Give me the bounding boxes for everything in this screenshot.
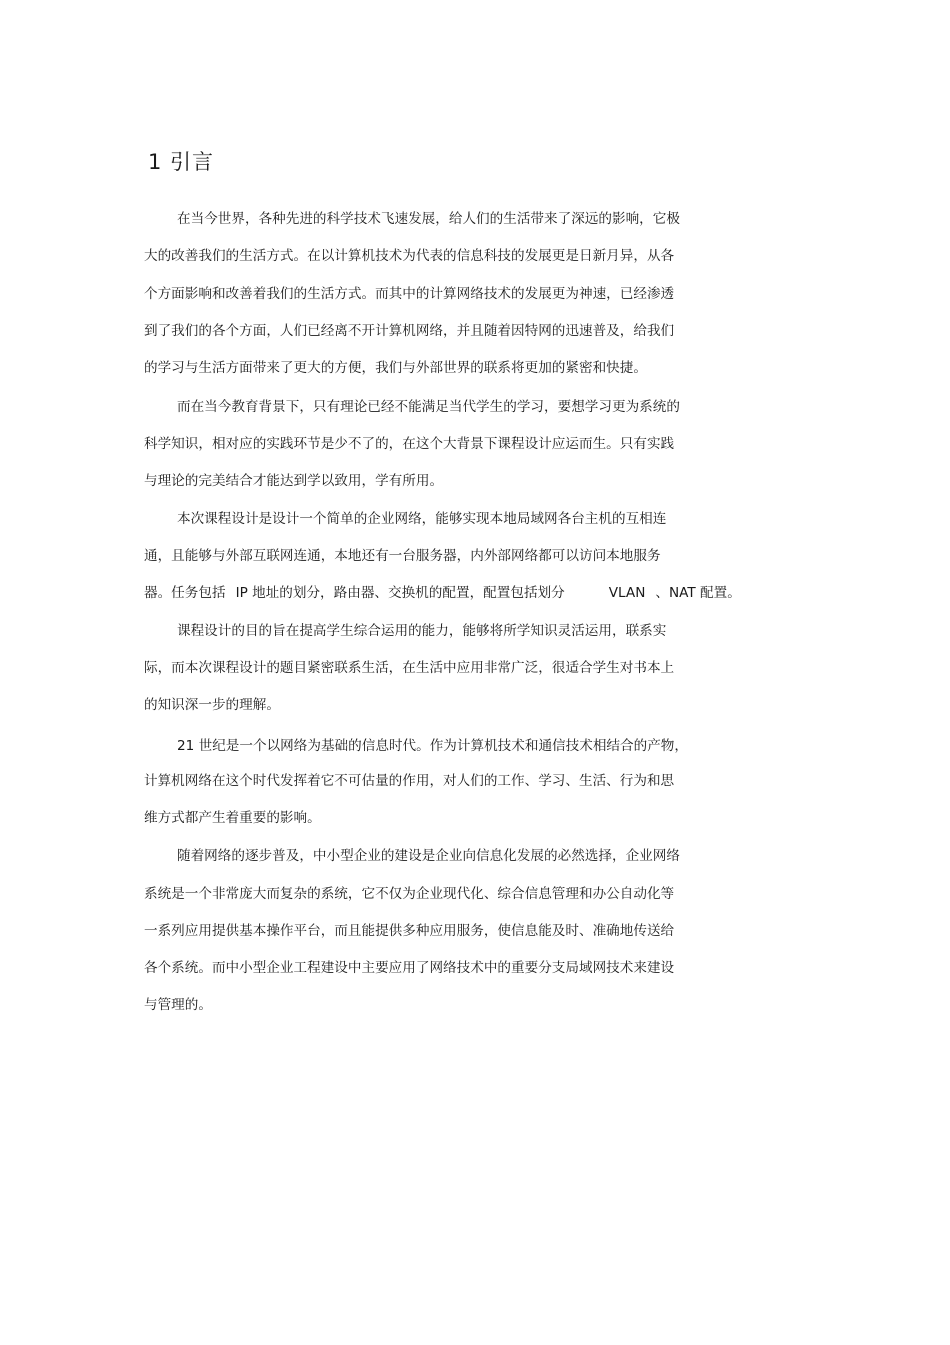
paragraph-6-line-3: 一系列应用提供基本操作平台，而且能提供多种应用服务，使信息能及时、准确地传送给 [144,923,675,939]
paragraph-6-line-2: 系统是一个非常庞大而复杂的系统，它不仅为企业现代化、综合信息管理和办公自动化等 [144,886,675,902]
section-heading: 1 引言 [148,150,215,174]
paragraph-1-line-2: 大的改善我们的生活方式。在以计算机技术为代表的信息科技的发展更是日新月异，从各 [144,248,675,264]
paragraph-1-line-4: 到了我们的各个方面，人们已经离不开计算机网络，并且随着因特网的迅速普及，给我们 [144,323,675,339]
paragraph-4-line-2: 际，而本次课程设计的题目紧密联系生活，在生活中应用非常广泛，很适合学生对书本上 [144,660,675,676]
paragraph-5-line-2: 计算机网络在这个时代发挥着它不可估量的作用，对人们的工作、学习、生活、行为和思 [144,773,675,789]
paragraph-3-line-3-part-4: 、NAT 配置。 [655,585,741,601]
paragraph-3-line-3-part-2: IP 地址的划分，路由器、交换机的配置，配置包括划分 [235,585,565,601]
paragraph-2-line-3: 与理论的完美结合才能达到学以致用，学有所用。 [144,473,444,489]
paragraph-1-line-1: 在当今世界，各种先进的科学技术飞速发展，给人们的生活带来了深远的影响，它极 [177,211,680,227]
paragraph-3-line-2: 通，且能够与外部互联网连通，本地还有一台服务器，内外部网络都可以访问本地服务 [144,548,661,564]
paragraph-3-line-3-part-1: 器。任务包括 [144,585,226,601]
paragraph-1-line-3: 个方面影响和改善着我们的生活方式。而其中的计算网络技术的发展更为神速，已经渗透 [144,286,675,302]
paragraph-3-line-1: 本次课程设计是设计一个简单的企业网络，能够实现本地局域网各台主机的互相连 [177,511,667,527]
paragraph-6-line-1: 随着网络的逐步普及，中小型企业的建设是企业向信息化发展的必然选择，企业网络 [177,848,680,864]
paragraph-3-line-3-part-3: VLAN [608,585,646,601]
paragraph-4-line-3: 的知识深一步的理解。 [144,697,280,713]
paragraph-4-line-1: 课程设计的目的旨在提高学生综合运用的能力，能够将所学知识灵活运用，联系实 [177,623,667,639]
paragraph-5-line-3: 维方式都产生着重要的影响。 [144,810,321,826]
paragraph-6-line-5: 与管理的。 [144,997,212,1013]
paragraph-6-line-4: 各个系统。而中小型企业工程建设中主要应用了网络技术中的重要分支局域网技术来建设 [144,960,675,976]
paragraph-2-line-1: 而在当今教育背景下，只有理论已经不能满足当代学生的学习，要想学习更为系统的 [177,399,680,415]
paragraph-5-line-1: 21 世纪是一个以网络为基础的信息时代。作为计算机技术和通信技术相结合的产物， [177,738,688,754]
paragraph-3-line-3 [144,583,741,603]
paragraph-2-line-2: 科学知识，相对应的实践环节是少不了的，在这个大背景下课程设计应运而生。只有实践 [144,436,675,452]
paragraph-1-line-5: 的学习与生活方面带来了更大的方便，我们与外部世界的联系将更加的紧密和快捷。 [144,360,647,376]
